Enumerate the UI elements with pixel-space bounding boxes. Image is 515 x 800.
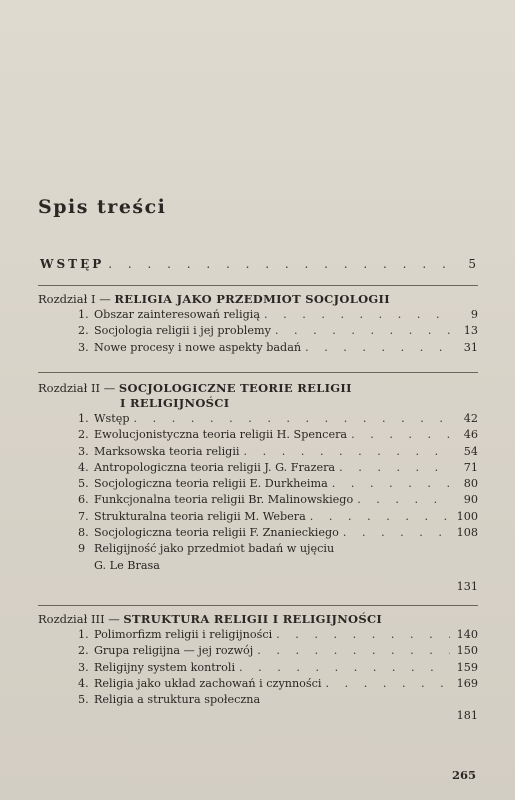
chapter-title: STRUKTURA RELIGII I RELIGIJNOŚCI	[123, 612, 383, 626]
toc-entry: 2. Socjologia religii i jej problemy . . . 13	[38, 323, 478, 339]
toc-entry: 7. Strukturalna teoria religii M. Webera . . . 100	[38, 509, 478, 525]
toc-entry: 1. Obszar zainteresowań religią . . . 9	[38, 307, 478, 323]
chapter-title: SOCJOLOGICZNE TEORIE RELIGII	[118, 381, 352, 395]
entry-page: 46	[463, 428, 478, 442]
entry-page: 169	[456, 676, 478, 690]
chapter-1	[38, 292, 478, 356]
intro-label: WSTĘP	[40, 257, 105, 271]
toc-entry: 3. Religijny system kontroli . . . 159	[38, 660, 478, 676]
entry-page: 71	[463, 460, 478, 474]
entry-page: 13	[463, 324, 478, 338]
toc-intro-entry	[40, 257, 476, 271]
chapter-heading: Rozdział II — SOCJOLOGICZNE TEORIE RELIGII I RELIGIJNOŚCI	[38, 381, 478, 411]
entry-page: 80	[463, 477, 478, 491]
leader-dots	[108, 257, 448, 271]
toc-entry: 5. Socjologiczna teoria religii E. Durkheima . . . 80	[38, 476, 478, 492]
toc-entry: 1. Wstęp . . . 42	[38, 411, 478, 427]
chapter-3	[38, 612, 478, 724]
intro-page: 5	[468, 257, 476, 271]
entry-page: 42	[463, 412, 478, 425]
chapter-label: Rozdział II	[38, 381, 101, 395]
entry-page: 181	[456, 709, 478, 723]
toc-entry: 2. Grupa religijna — jej rozwój . . . 150	[38, 643, 478, 659]
toc-entry: 8. Socjologiczna teoria religii F. Znanieckiego . . . 108	[38, 525, 478, 541]
entry-page: 31	[463, 340, 478, 354]
chapter-2	[38, 381, 478, 595]
entry-page: 90	[463, 493, 478, 507]
toc-entry: 3. Nowe procesy i nowe aspekty badań . . . 31	[38, 340, 478, 356]
entry-page: 131	[456, 579, 478, 593]
entry-page: 54	[463, 444, 478, 458]
toc-entry: 6. Funkcjonalna teoria religii Br. Malinowskiego . . . 90	[38, 492, 478, 508]
chapter-label: Rozdział III	[38, 612, 105, 626]
toc-entry: 4. Religia jako układ zachowań i czynności . . . 169	[38, 676, 478, 692]
chapter-heading: Rozdział I — RELIGIA JAKO PRZEDMIOT SOCJOLOGII	[38, 292, 390, 306]
entry-page: 159	[456, 660, 478, 674]
separator-line	[38, 285, 478, 286]
separator-line	[38, 605, 478, 606]
toc-entry: 1. Polimorfizm religii i religijności . . . 140	[38, 627, 478, 643]
toc-entry: 5. Religia a struktura społeczna	[78, 693, 261, 707]
entry-page: 150	[456, 644, 478, 658]
separator-line	[38, 372, 478, 373]
toc-entry: 4. Antropologiczna teoria religii J. G. Frazera . . . 71	[38, 460, 478, 476]
chapter-heading: Rozdział III — STRUKTURA RELIGII I RELIGIJNOŚCI	[38, 612, 383, 626]
entry-page: 100	[456, 509, 478, 523]
chapter-label: Rozdział I	[38, 292, 96, 306]
page-number: 265	[452, 768, 477, 782]
page-title: Spis treści	[38, 196, 167, 218]
toc-entry: 2. Ewolucjonistyczna teoria religii H. Spencera . . . 46	[38, 427, 478, 443]
chapter-title: RELIGIA JAKO PRZEDMIOT SOCJOLOGII	[114, 292, 390, 306]
entry-page: 9	[470, 308, 478, 321]
chapter-title-line2: I RELIGIJNOŚCI	[120, 396, 230, 410]
entry-page: 108	[456, 526, 478, 540]
entry-page: 140	[456, 628, 478, 641]
toc-entry: 9 Religijność jako przedmiot badań w ujęciu G. Le Brasa 131	[38, 541, 478, 595]
toc-entry: 3. Marksowska teoria religii . . . 54	[38, 444, 478, 460]
